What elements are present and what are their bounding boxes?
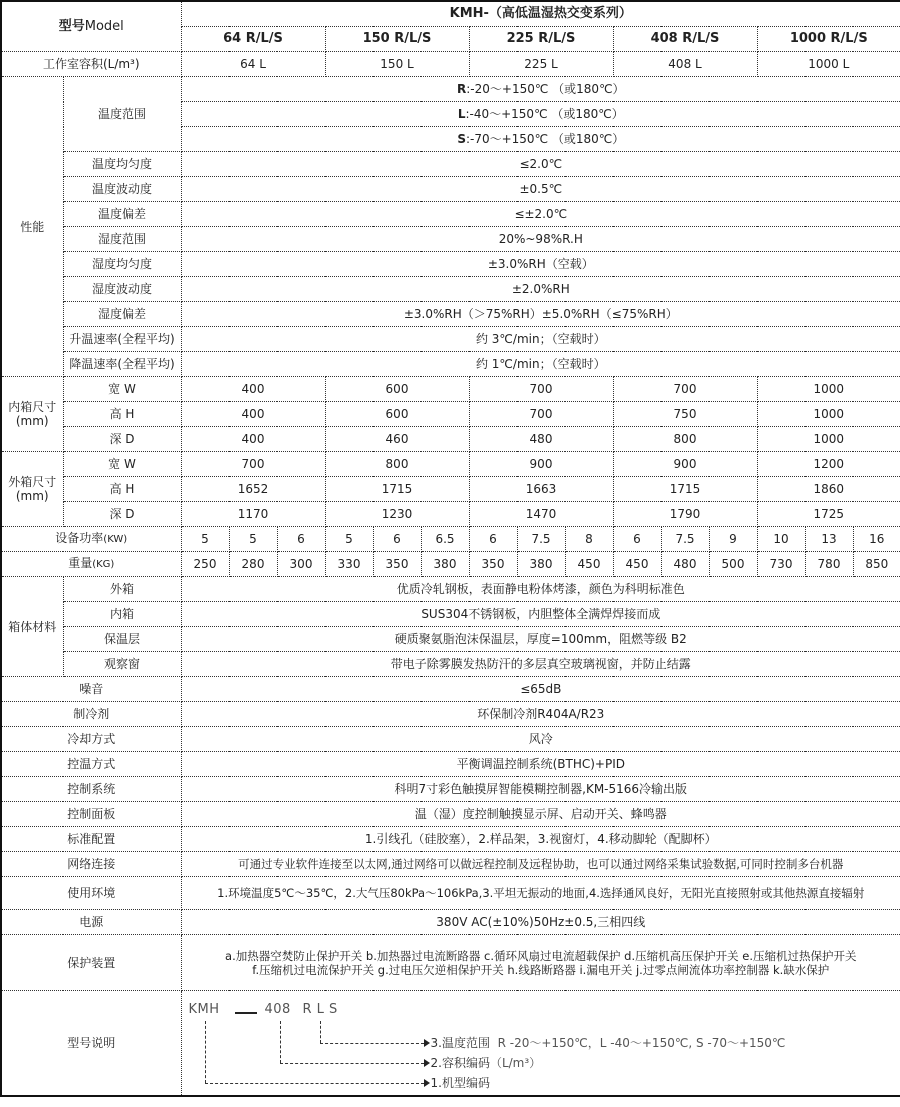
- general-value: 风冷: [181, 727, 900, 752]
- general-row: [1, 777, 900, 802]
- model-desc-row: [1, 991, 900, 1097]
- temp-range-l: [181, 102, 900, 127]
- weight-value: 480: [661, 552, 709, 577]
- general-label: 噪音: [1, 677, 181, 702]
- protection-row: [1, 935, 900, 991]
- power-value: 5: [325, 527, 373, 552]
- dim-label: 宽 W: [63, 452, 181, 477]
- perf-value: 约 1℃/min；（空载时）: [181, 352, 900, 377]
- dim-value: 900: [613, 452, 757, 477]
- item-detail: R -20～+150℃，L -40～+150℃, S -70～+150℃: [497, 1036, 786, 1050]
- weight-value: 350: [469, 552, 517, 577]
- weight-value: 850: [853, 552, 900, 577]
- material-value: 带电子除雾膜发热防汗的多层真空玻璃视窗，并防止结露: [181, 652, 900, 677]
- perf-label: 降温速率(全程平均): [63, 352, 181, 377]
- inner-dim-row: [1, 377, 900, 402]
- dim-value: 1170: [181, 502, 325, 527]
- weight-value: 330: [325, 552, 373, 577]
- perf-label: 湿度范围: [63, 227, 181, 252]
- connector-line: [205, 1083, 424, 1084]
- perf-row: [1, 252, 900, 277]
- general-value: 科明7寸彩色触摸屏智能模糊控制器,KM-5166冷输出版: [181, 777, 900, 802]
- dim-value: 700: [469, 402, 613, 427]
- perf-row: [1, 152, 900, 177]
- model-desc-item: [431, 1036, 786, 1050]
- power-value: 8: [565, 527, 613, 552]
- environment-value: 1.环境温度5℃～35℃，2.大气压80kPa～106kPa,3.平坦无振动的地面,4.选择通风良好，无阳光直接照射或其他热源直接辐射: [181, 877, 900, 910]
- dim-value: 480: [469, 427, 613, 452]
- connector-line: [205, 1021, 206, 1083]
- general-row: [1, 677, 900, 702]
- general-label: 制冷剂: [1, 702, 181, 727]
- material-row: [1, 627, 900, 652]
- weight-value: 500: [709, 552, 757, 577]
- arrow-right-icon: [424, 1039, 430, 1047]
- power-value: 5: [229, 527, 277, 552]
- dim-value: 1725: [757, 502, 900, 527]
- power-value: 7.5: [661, 527, 709, 552]
- power-value: 10: [757, 527, 805, 552]
- perf-row: [1, 277, 900, 302]
- dim-value: 1000: [757, 427, 900, 452]
- temp-range-r: [181, 77, 900, 102]
- dim-value: 600: [325, 377, 469, 402]
- model-header: 408 R/L/S: [613, 27, 757, 52]
- model-label-en: Model: [84, 18, 124, 34]
- general-value: 温（湿）度控制触摸显示屏、启动开关、蜂鸣器: [181, 802, 900, 827]
- dim-label: 高 H: [63, 402, 181, 427]
- power-value: 13: [805, 527, 853, 552]
- dim-value: 600: [325, 402, 469, 427]
- inner-dims-label: 内箱尺寸: [8, 400, 57, 414]
- temp-range-prefix: L: [457, 107, 466, 121]
- model-header: 64 R/L/S: [181, 27, 325, 52]
- power-value: 7.5: [517, 527, 565, 552]
- power-unit: (KW): [103, 534, 128, 545]
- power-value: 6: [373, 527, 421, 552]
- temp-range-prefix: R: [457, 82, 467, 96]
- performance-group-label: 性能: [1, 77, 63, 377]
- dim-value: 800: [325, 452, 469, 477]
- power-value: 6: [613, 527, 661, 552]
- dim-value: 1790: [613, 502, 757, 527]
- item-detail: （L/m³）: [489, 1056, 542, 1070]
- outer-dims-label: 外箱尺寸: [8, 475, 57, 489]
- perf-label: 湿度均匀度: [63, 252, 181, 277]
- perf-value: ≤±2.0℃: [181, 202, 900, 227]
- protection-label: 保护装置: [1, 935, 181, 991]
- dim-value: 1470: [469, 502, 613, 527]
- perf-row: [1, 302, 900, 327]
- dim-label: 宽 W: [63, 377, 181, 402]
- perf-row: [1, 352, 900, 377]
- power-value: 6: [277, 527, 325, 552]
- dim-value: 460: [325, 427, 469, 452]
- power-value: 6: [469, 527, 517, 552]
- material-label: 外箱: [63, 577, 181, 602]
- dim-value: 400: [181, 402, 325, 427]
- power-label-cell: [1, 527, 181, 552]
- volume-label: 工作室容积(L/m³): [1, 52, 181, 77]
- outer-dim-row: [1, 477, 900, 502]
- dim-value: 1652: [181, 477, 325, 502]
- perf-label: 温度均匀度: [63, 152, 181, 177]
- dim-value: 900: [469, 452, 613, 477]
- material-value: 优质冷轧钢板，表面静电粉体烤漆，颜色为科明标准色: [181, 577, 900, 602]
- dim-label: 高 H: [63, 477, 181, 502]
- protection-value: [181, 935, 900, 991]
- material-value: 硬质聚氨脂泡沫保温层，厚度=100mm，阻燃等级 B2: [181, 627, 900, 652]
- arrow-right-icon: [424, 1059, 430, 1067]
- code-dash: [235, 1012, 257, 1014]
- weight-value: 380: [421, 552, 469, 577]
- volume-value: 64 L: [181, 52, 325, 77]
- temp-range-prefix: S: [457, 132, 466, 146]
- material-value: SUS304不锈钢板，内胆整体全满焊焊接而成: [181, 602, 900, 627]
- weight-value: 250: [181, 552, 229, 577]
- code-number: 408: [264, 1002, 291, 1017]
- model-header: 225 R/L/S: [469, 27, 613, 52]
- dim-value: 400: [181, 377, 325, 402]
- model-desc-item: [431, 1056, 542, 1070]
- model-desc-label: 型号说明: [1, 991, 181, 1097]
- perf-label: 温度波动度: [63, 177, 181, 202]
- general-label: 网络连接: [1, 852, 181, 877]
- series-title: KMH-（高低温湿热交变系列）: [181, 1, 900, 27]
- general-label: 控温方式: [1, 752, 181, 777]
- material-label: 内箱: [63, 602, 181, 627]
- perf-row: [1, 177, 900, 202]
- perf-value: ±0.5℃: [181, 177, 900, 202]
- weight-value: 780: [805, 552, 853, 577]
- temp-range-s: [181, 127, 900, 152]
- perf-value: ±3.0%RH（空载）: [181, 252, 900, 277]
- dim-value: 400: [181, 427, 325, 452]
- material-row: [1, 577, 900, 602]
- weight-value: 300: [277, 552, 325, 577]
- general-label: 标准配置: [1, 827, 181, 852]
- weight-label-cell: [1, 552, 181, 577]
- weight-row: [1, 552, 900, 577]
- dim-value: 700: [469, 377, 613, 402]
- inner-dim-row: [1, 402, 900, 427]
- item-title: 2.容积编码: [430, 1056, 490, 1070]
- perf-value: 约 3℃/min；（空载时）: [181, 327, 900, 352]
- general-value: 1.引线孔（硅胶塞），2.样品架，3.视窗灯，4.移动脚轮（配脚杯）: [181, 827, 900, 852]
- dim-value: 1200: [757, 452, 900, 477]
- inner-dims-group: [1, 377, 63, 452]
- outer-dims-group: [1, 452, 63, 527]
- materials-group-label: 箱体材料: [1, 577, 63, 677]
- perf-label: 温度偏差: [63, 202, 181, 227]
- connector-line: [280, 1063, 424, 1064]
- perf-row: [1, 227, 900, 252]
- model-label-cell: [1, 1, 181, 52]
- model-code-diagram: [182, 991, 900, 1095]
- dim-value: 1000: [757, 377, 900, 402]
- outer-dim-row: [1, 502, 900, 527]
- dim-value: 1230: [325, 502, 469, 527]
- dim-label: 深 D: [63, 427, 181, 452]
- general-row: [1, 752, 900, 777]
- dim-value: 700: [181, 452, 325, 477]
- protection-line-1: a.加热器空焚防止保护开关 b.加热器过电流断路器 c.循环风扇过电流超载保护 d.压缩机高压保护开关 e.压缩机过热保护开关: [225, 948, 857, 963]
- perf-row: [1, 202, 900, 227]
- power-value: 9: [709, 527, 757, 552]
- general-value: 可通过专业软件连接至以太网,通过网络可以做远程控制及远程协助，也可以通过网络采集试验数据,可同时控制多台机器: [181, 852, 900, 877]
- general-label: 冷却方式: [1, 727, 181, 752]
- environment-row: [1, 877, 900, 910]
- dim-value: 1663: [469, 477, 613, 502]
- dim-value: 1715: [613, 477, 757, 502]
- general-value: 平衡调温控制系统(BTHC)+PID: [181, 752, 900, 777]
- code-suffix: R L S: [302, 1002, 338, 1017]
- power-supply-row: [1, 910, 900, 935]
- perf-temp-range-row: [1, 77, 900, 102]
- temp-range-text: :-20～+150℃ （或180℃）: [466, 82, 625, 96]
- weight-unit: (KG): [92, 559, 115, 570]
- power-value: 16: [853, 527, 900, 552]
- material-label: 保温层: [63, 627, 181, 652]
- model-desc-item: [431, 1076, 490, 1090]
- connector-line: [320, 1021, 321, 1043]
- weight-value: 350: [373, 552, 421, 577]
- perf-label: 湿度偏差: [63, 302, 181, 327]
- temp-range-label: 温度范围: [63, 77, 181, 152]
- weight-value: 280: [229, 552, 277, 577]
- power-value: 6.5: [421, 527, 469, 552]
- general-row: [1, 802, 900, 827]
- weight-value: 380: [517, 552, 565, 577]
- header-row-title: [1, 1, 900, 27]
- inner-dim-row: [1, 427, 900, 452]
- connector-line: [280, 1021, 281, 1063]
- perf-value: 20%~98%R.H: [181, 227, 900, 252]
- perf-label: 升温速率(全程平均): [63, 327, 181, 352]
- power-value: 5: [181, 527, 229, 552]
- general-value: 环保制冷剂R404A/R23: [181, 702, 900, 727]
- perf-value: ±2.0%RH: [181, 277, 900, 302]
- outer-dim-row: [1, 452, 900, 477]
- general-label: 控制面板: [1, 802, 181, 827]
- general-row: [1, 727, 900, 752]
- weight-value: 730: [757, 552, 805, 577]
- model-label-cn: 型号: [58, 18, 85, 34]
- material-row: [1, 602, 900, 627]
- model-desc-diagram-cell: [181, 991, 900, 1097]
- environment-label: 使用环境: [1, 877, 181, 910]
- arrow-right-icon: [424, 1079, 430, 1087]
- connector-line: [320, 1043, 424, 1044]
- model-header: 1000 R/L/S: [757, 27, 900, 52]
- weight-label: 重量: [68, 556, 93, 570]
- dim-value: 800: [613, 427, 757, 452]
- weight-value: 450: [565, 552, 613, 577]
- material-label: 观察窗: [63, 652, 181, 677]
- temp-range-text: :-40～+150℃ （或180℃）: [465, 107, 624, 121]
- general-row: [1, 827, 900, 852]
- dim-value: 700: [613, 377, 757, 402]
- material-row: [1, 652, 900, 677]
- dim-value: 1000: [757, 402, 900, 427]
- general-row: [1, 852, 900, 877]
- weight-value: 450: [613, 552, 661, 577]
- perf-row: [1, 327, 900, 352]
- model-header: 150 R/L/S: [325, 27, 469, 52]
- dim-value: 750: [613, 402, 757, 427]
- general-value: ≤65dB: [181, 677, 900, 702]
- volume-value: 1000 L: [757, 52, 900, 77]
- dim-value: 1715: [325, 477, 469, 502]
- power-supply-value: 380V AC(±10%)50Hz±0.5,三相四线: [181, 910, 900, 935]
- perf-value: ≤2.0℃: [181, 152, 900, 177]
- item-title: 3.温度范围: [430, 1036, 490, 1050]
- perf-value: ±3.0%RH（＞75%RH）±5.0%RH（≤75%RH）: [181, 302, 900, 327]
- volume-value: 225 L: [469, 52, 613, 77]
- inner-dims-unit: (mm): [15, 414, 49, 428]
- protection-line-2: f.压缩机过电流保护开关 g.过电压欠逆相保护开关 h.线路断路器 i.漏电开关 j.过零点闸流体功率控制器 k.缺水保护: [252, 962, 830, 977]
- general-label: 控制系统: [1, 777, 181, 802]
- volume-row: [1, 52, 900, 77]
- dim-label: 深 D: [63, 502, 181, 527]
- power-row: [1, 527, 900, 552]
- item-title: 1.机型编码: [430, 1076, 490, 1090]
- outer-dims-unit: (mm): [15, 489, 49, 503]
- general-row: [1, 702, 900, 727]
- power-supply-label: 电源: [1, 910, 181, 935]
- code-prefix: KMH: [188, 1002, 220, 1017]
- temp-range-text: :-70～+150℃ （或180℃）: [465, 132, 625, 146]
- power-label: 设备功率: [55, 531, 104, 545]
- perf-label: 湿度波动度: [63, 277, 181, 302]
- volume-value: 408 L: [613, 52, 757, 77]
- dim-value: 1860: [757, 477, 900, 502]
- volume-value: 150 L: [325, 52, 469, 77]
